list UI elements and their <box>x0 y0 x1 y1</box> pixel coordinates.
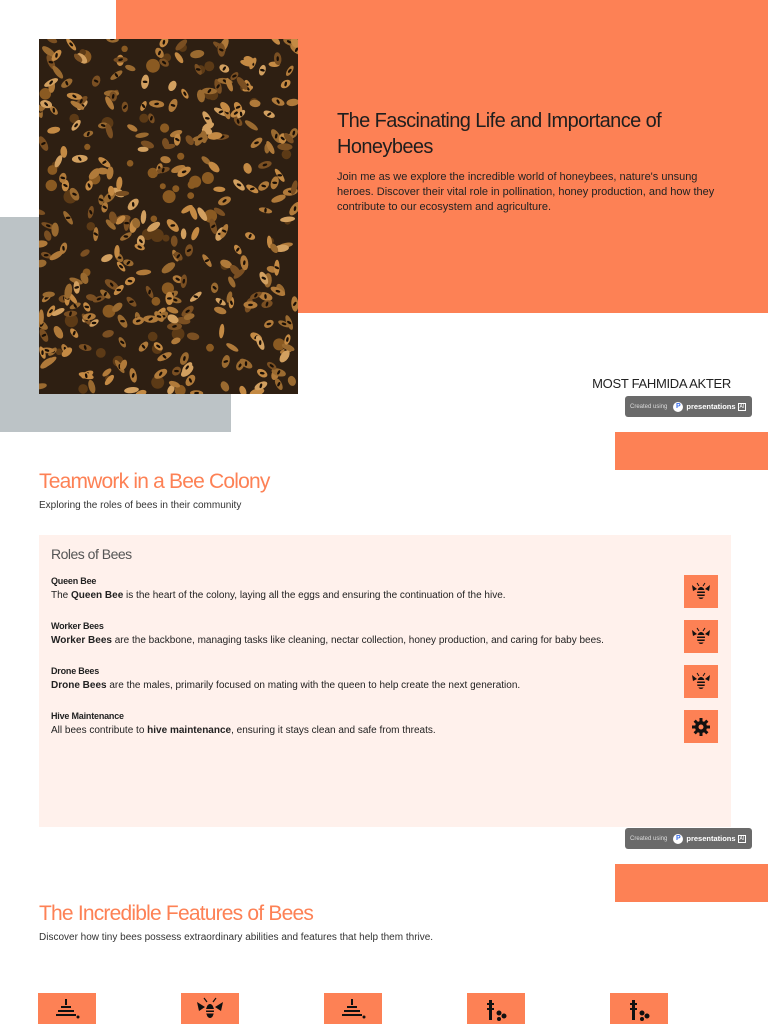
role-description <box>51 725 671 736</box>
bee-icon <box>684 665 718 698</box>
role-name: Drone Bees <box>51 666 100 676</box>
teamwork-slide-subtitle: Exploring the roles of bees in their community <box>39 500 242 511</box>
role-description <box>51 590 671 601</box>
role-item-queen <box>51 576 671 601</box>
role-desc-post: , ensuring it stays clean and safe from threats. <box>231 725 436 736</box>
honey-dipper-icon <box>324 993 382 1024</box>
author-name: MOST FAHMIDA AKTER <box>592 376 731 391</box>
role-desc-pre: The <box>51 590 72 601</box>
roles-heading: Roles of Bees <box>51 546 132 562</box>
bee-icon <box>684 620 718 653</box>
features-slide-subtitle: Discover how tiny bees possess extraordinary abilities and features that help them thrive. <box>39 932 434 943</box>
presentations-logo-icon: P <box>673 834 683 844</box>
role-name: Queen Bee <box>51 576 97 586</box>
honey-jar-icon <box>467 993 525 1024</box>
bees-photo-drawing <box>39 39 298 394</box>
created-using-label: Created using <box>630 835 668 842</box>
bee-icon <box>684 575 718 608</box>
role-desc-bold: Worker Bees <box>51 635 112 646</box>
role-item-drone <box>51 666 671 691</box>
role-name: Hive Maintenance <box>51 711 124 721</box>
role-desc-bold: Queen Bee <box>71 590 124 601</box>
role-description <box>51 635 671 646</box>
slide-corner-tab <box>615 432 768 470</box>
slide-corner-tab <box>615 864 768 902</box>
presentations-brand: presentations <box>686 402 736 411</box>
presentations-brand-ext: AI <box>739 835 745 842</box>
role-item-maintenance <box>51 711 671 736</box>
role-desc-post: are the backbone, managing tasks like cleaning, nectar collection, honey production, and caring for baby bees. <box>111 635 604 646</box>
presentations-brand-ext: AI <box>739 403 745 410</box>
honeycomb-bees-photo <box>39 39 298 394</box>
created-using-badge[interactable] <box>625 396 752 417</box>
role-name: Worker Bees <box>51 621 104 631</box>
gear-icon <box>684 710 718 743</box>
teamwork-slide-title: Teamwork in a Bee Colony <box>39 470 270 493</box>
role-description <box>51 680 671 691</box>
presentation-title: The Fascinating Life and Importance of Honeybees <box>337 110 662 158</box>
role-desc-pre: All bees contribute to <box>51 725 148 736</box>
features-slide-title: The Incredible Features of Bees <box>39 902 314 925</box>
presentation-description: Join me as we explore the incredible world of honeybees, nature's unsung heroes. Discover their vital role in pollination, honey production, and how they contribute to our ecosystem and agriculture. <box>337 171 715 213</box>
created-using-label: Created using <box>630 403 668 410</box>
presentations-brand: presentations <box>686 834 736 843</box>
created-using-badge[interactable] <box>625 828 752 849</box>
presentations-logo-icon: P <box>673 402 683 412</box>
role-desc-post: is the heart of the colony, laying all the eggs and ensuring the continuation of the hive. <box>123 590 506 601</box>
role-item-worker <box>51 621 671 646</box>
honey-dipper-icon <box>38 993 96 1024</box>
role-desc-bold: hive maintenance <box>147 725 232 736</box>
bee-icon <box>181 993 239 1024</box>
role-desc-post: are the males, primarily focused on mating with the queen to help create the next generation. <box>106 680 521 691</box>
role-desc-bold: Drone Bees <box>51 680 107 691</box>
honey-jar-icon <box>610 993 668 1024</box>
